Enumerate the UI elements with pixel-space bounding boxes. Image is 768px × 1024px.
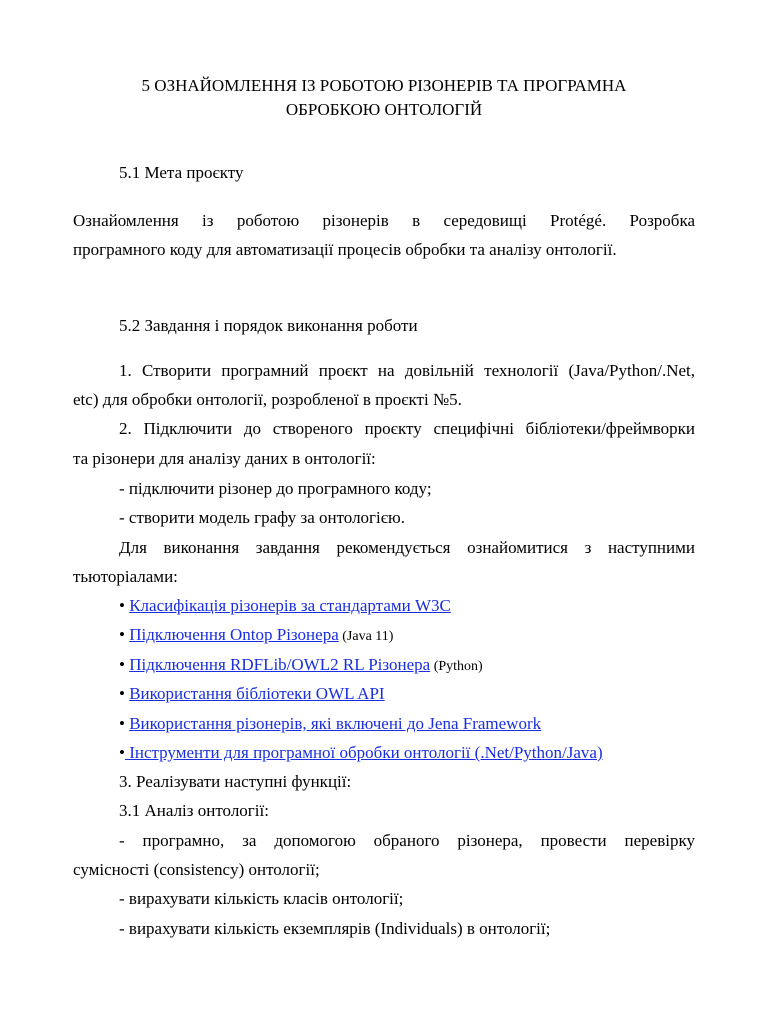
- bullet: •: [119, 596, 125, 615]
- bullet: •: [119, 743, 125, 762]
- bullet: •: [119, 655, 125, 674]
- consistency-check-line-2: сумісності (consistency) онтології;: [73, 860, 320, 879]
- subtask-connect-reasoner: - підключити різонер до програмного коду;: [119, 479, 432, 498]
- bullet: •: [119, 714, 125, 733]
- link-note-python: (Python): [430, 659, 483, 674]
- task-3-1: 3.1 Аналіз онтології:: [119, 801, 269, 820]
- recommendation-line-1: Для виконання завдання рекомендується ознайомитися з наступними: [119, 538, 695, 557]
- title-line-2: ОБРОБКОЮ ОНТОЛОГІЙ: [285, 100, 483, 119]
- bullet: •: [119, 625, 125, 644]
- task-1-line-2: etc) для обробки онтології, розробленої в проєкті №5.: [73, 390, 462, 409]
- count-individuals: - вирахувати кількість екземплярів (Individuals) в онтології;: [119, 919, 551, 938]
- title-line-1: 5 ОЗНАЙОМЛЕННЯ ІЗ РОБОТОЮ РІЗОНЕРІВ ТА ПРОГРАМНА: [141, 76, 627, 95]
- link-ontology-tools[interactable]: Інструменти для програмної обробки онтології (.Net/Python/Java): [124, 743, 603, 762]
- page-title: [73, 74, 695, 122]
- task-3: 3. Реалізувати наступні функції:: [119, 772, 352, 791]
- task-2-line-1: 2. Підключити до створеного проєкту специфічні бібліотеки/фреймворки: [119, 419, 695, 438]
- task-1-line-1: 1. Створити програмний проєкт на довільній технології (Java/Python/.Net,: [119, 361, 695, 380]
- section-1-paragraph-line-2: програмного коду для автоматизації процесів обробки та аналізу онтології.: [73, 240, 617, 259]
- section-1-paragraph-line-1: Ознайомлення із роботою різонерів в середовищі Protégé. Розробка: [73, 211, 695, 230]
- list-item: [119, 683, 385, 705]
- list-item: [119, 742, 603, 764]
- section-2-heading: 5.2 Завдання і порядок виконання роботи: [119, 316, 418, 335]
- list-item: [119, 654, 483, 678]
- task-2-line-2: та різонери для аналізу даних в онтології:: [73, 449, 376, 468]
- link-ontop-reasoner[interactable]: Підключення Ontop Різонера: [129, 625, 339, 644]
- list-item: [119, 595, 451, 617]
- section-1-heading: 5.1 Мета проєкту: [119, 163, 244, 182]
- link-owl-api[interactable]: Використання бібліотеки OWL API: [129, 684, 385, 703]
- recommendation-line-2: тьюторіалами:: [73, 567, 178, 586]
- link-rdflib-reasoner[interactable]: Підключення RDFLib/OWL2 RL Різонера: [129, 655, 431, 674]
- list-item: [119, 624, 393, 648]
- count-classes: - вирахувати кількість класів онтології;: [119, 889, 404, 908]
- subtask-create-graph: - створити модель графу за онтологією.: [119, 508, 405, 527]
- consistency-check-line-1: - програмно, за допомогою обраного різонера, провести перевірку: [119, 831, 695, 850]
- link-reasoner-classification[interactable]: Класифікація різонерів за стандартами W3C: [129, 596, 451, 615]
- list-item: [119, 713, 541, 735]
- link-note-java: (Java 11): [338, 629, 394, 644]
- bullet: •: [119, 684, 125, 703]
- link-jena-framework[interactable]: Використання різонерів, які включені до Jena Framework: [129, 714, 542, 733]
